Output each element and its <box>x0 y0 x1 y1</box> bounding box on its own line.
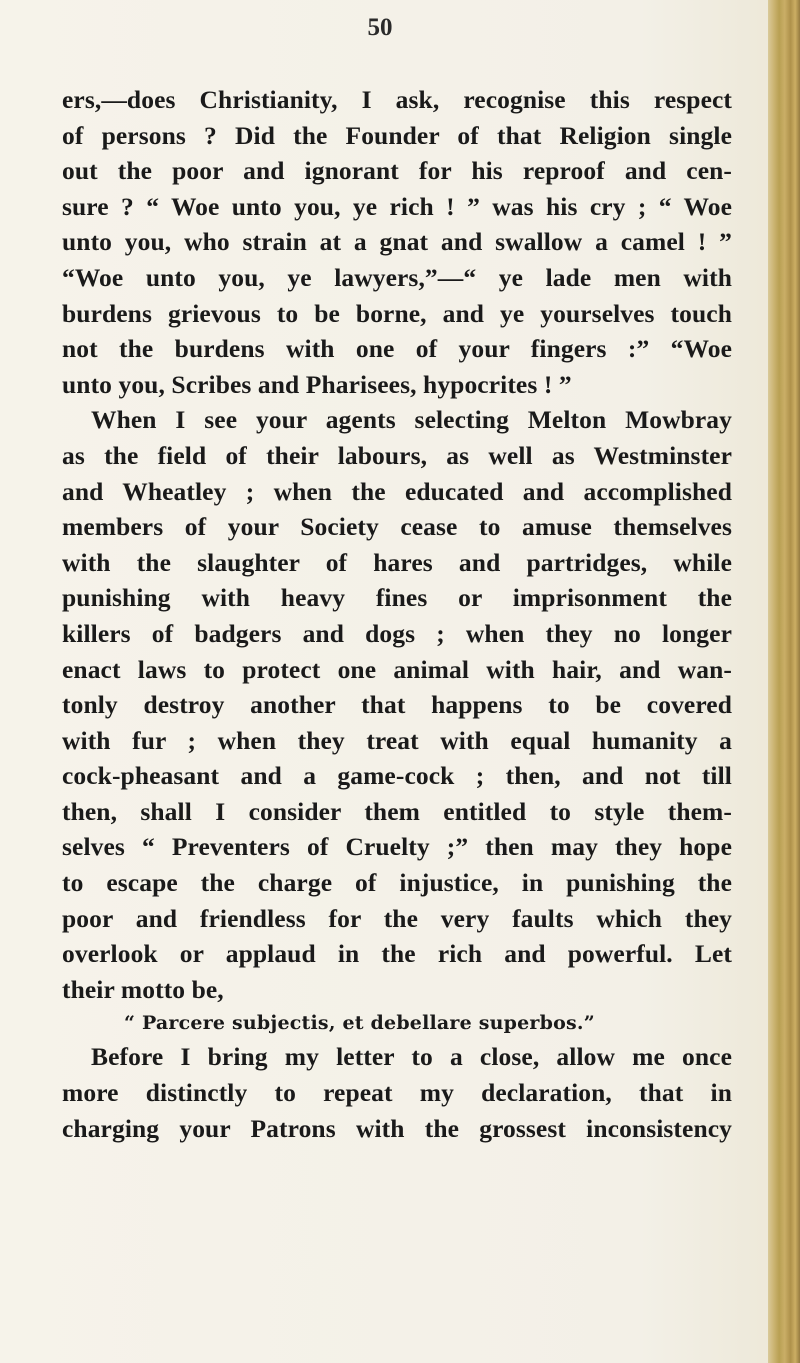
text-line: unto you, who strain at a gnat and swallow a camel ! ” <box>62 227 732 257</box>
text-line: tonly destroy another that happens to be covered <box>62 690 732 720</box>
paragraph-start-line: Before I bring my letter to a close, allow me once <box>91 1042 732 1072</box>
text-line: and Wheatley ; when the educated and accomplished <box>62 476 732 506</box>
text-line: charging your Patrons with the grossest inconsistency <box>62 1113 732 1143</box>
text-line: unto you, Scribes and Pharisees, hypocrites ! ” <box>62 369 572 399</box>
text-line: to escape the charge of injustice, in punishing the <box>62 868 732 898</box>
text-line: out the poor and ignorant for his reproof and cen- <box>62 156 732 186</box>
text-line: ers,—does Christianity, I ask, recognise this respect <box>62 85 732 114</box>
text-line: sure ? “ Woe unto you, ye rich ! ” was his cry ; “ Woe <box>62 191 732 221</box>
page-edge-binding <box>768 0 800 1363</box>
text-line: members of your Society cease to amuse themselves <box>62 512 732 542</box>
body-text <box>62 82 732 1146</box>
text-line: punishing with heavy fines or imprisonment the <box>62 583 732 613</box>
text-line: burdens grievous to be borne, and ye yourselves touch <box>62 298 732 328</box>
text-line: killers of badgers and dogs ; when they no longer <box>62 618 732 648</box>
text-line: then, shall I consider them entitled to style them- <box>62 796 732 826</box>
text-line: cock-pheasant and a game-cock ; then, and not till <box>62 761 732 791</box>
text-line: with the slaughter of hares and partridges, while <box>62 547 732 577</box>
paragraph-start-line: When I see your agents selecting Melton Mowbray <box>91 405 732 435</box>
text-line: more distinctly to repeat my declaration, that in <box>62 1078 732 1108</box>
text-line: selves “ Preventers of Cruelty ;” then may they hope <box>62 832 732 862</box>
text-line: enact laws to protect one animal with hair, and wan- <box>62 654 732 684</box>
text-line: not the burdens with one of your fingers :” “Woe <box>62 334 732 364</box>
text-line: poor and friendless for the very faults which they <box>62 903 732 933</box>
page-number: 50 <box>367 14 393 41</box>
text-line: overlook or applaud in the rich and powerful. Let <box>62 939 732 969</box>
text-line: with fur ; when they treat with equal humanity a <box>62 725 732 755</box>
latin-quotation: “ Parcere subjectis, et debellare superbos.” <box>124 1012 595 1035</box>
text-line: as the field of their labours, as well as Westminster <box>62 440 732 470</box>
text-line: their motto be, <box>62 974 224 1004</box>
text-line: “Woe unto you, ye lawyers,”—“ ye lade men with <box>62 262 732 292</box>
text-line: of persons ? Did the Founder of that Religion single <box>62 120 732 150</box>
